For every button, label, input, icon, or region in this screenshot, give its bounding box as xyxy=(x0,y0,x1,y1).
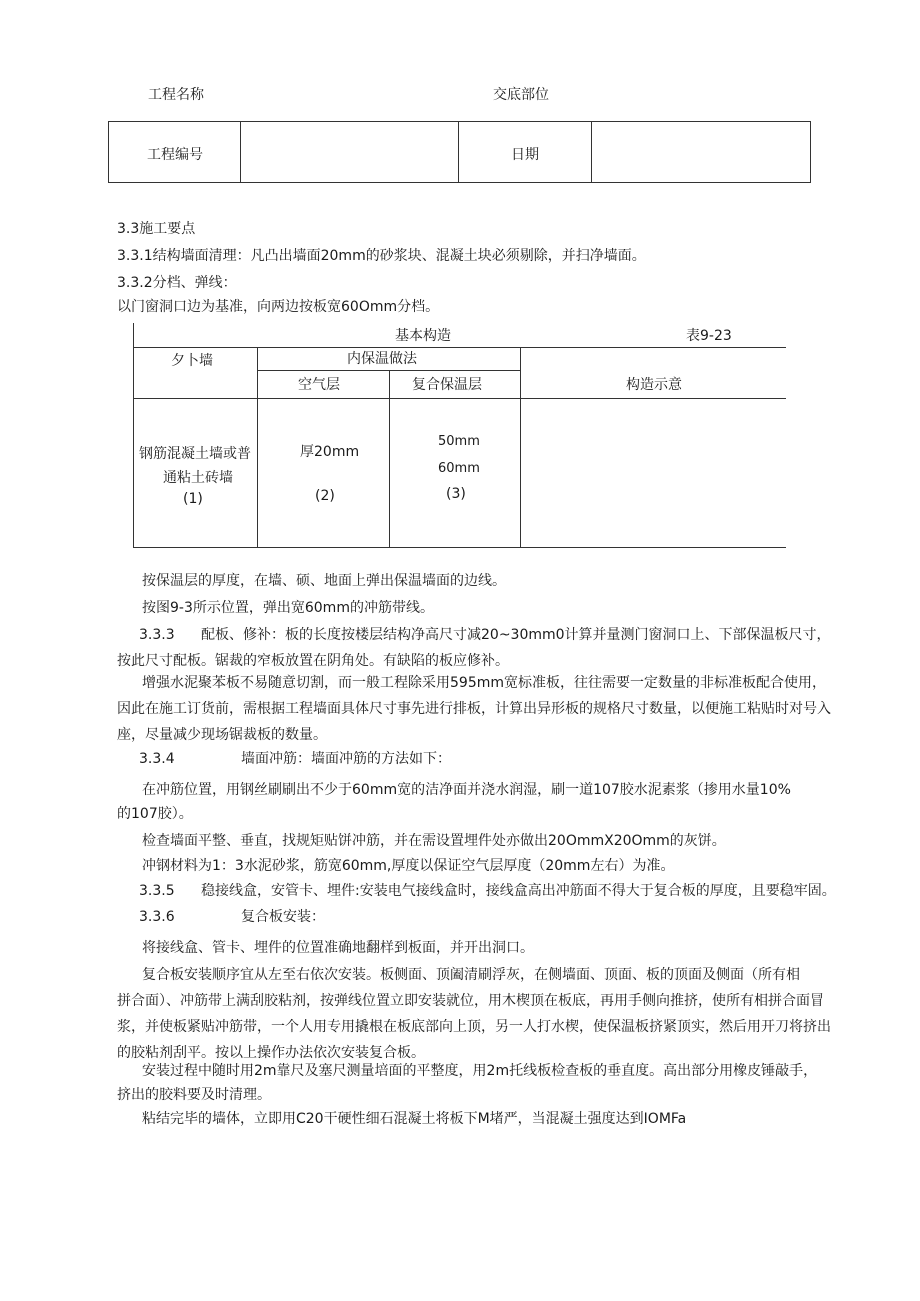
header-table-divider xyxy=(240,122,241,182)
paragraph-rib-method-line-2: 的107胶）。 xyxy=(117,806,193,822)
paragraph-rib-line: 按图9-3所示位置，弹出宽60mm的冲筋带线。 xyxy=(142,600,434,616)
section-3-3-3-number: 3.3.3 xyxy=(139,627,175,643)
row-air-value: 厚20mm xyxy=(300,444,360,460)
table-rule xyxy=(133,547,786,548)
row-wall-number: (1) xyxy=(183,491,203,507)
row-composite-value-1: 50mm xyxy=(438,434,480,449)
header-table-divider xyxy=(591,122,592,182)
section-title: 3.3施工要点 xyxy=(117,221,196,237)
col-inner-header: 内保温做法 xyxy=(347,351,417,367)
table-rule xyxy=(389,370,390,548)
table-title: 基本构造 xyxy=(395,328,451,344)
col-diagram-header: 构造示意 xyxy=(626,377,682,393)
section-3-3-5-number: 3.3.5 xyxy=(139,883,175,899)
date-label: 日期 xyxy=(511,147,539,163)
paragraph-3-3-5: 稳接线盒，安管卡、埋件:安装电气接线盒时，接线盒高出冲筋面不得大于复合板的厚度，且要稳牢固。 xyxy=(201,883,836,899)
handover-location-label: 交底部位 xyxy=(493,87,549,103)
row-composite-number: (3) xyxy=(446,486,466,502)
project-number-label: 工程编号 xyxy=(147,147,203,163)
paragraph-board-line-3: 座，尽量减少现场锯裁板的数量。 xyxy=(117,727,327,743)
paragraph-junction-box: 将接线盒、管卡、埋件的位置准确地翻样到板面，并开出洞口。 xyxy=(142,940,534,956)
project-name-label: 工程名称 xyxy=(148,87,204,103)
paragraph-3-3-6: 复合板安装： xyxy=(241,909,325,925)
table-rule xyxy=(133,323,134,548)
section-3-3-4-number: 3.3.4 xyxy=(139,751,175,767)
paragraph-boundary-line: 按保温层的厚度，在墙、硕、地面上弹出保温墙面的边线。 xyxy=(142,573,506,589)
header-table xyxy=(108,121,811,183)
paragraph-rib-method-line-1: 在冲筋位置，用钢丝刷刷出不少于60mm宽的洁净面并浇水润湿，刷一道107胶水泥素浆（掺用水量10% xyxy=(142,782,791,798)
paragraph-3-3-3-line-2: 按此尺寸配板。锯裁的窄板放置在阴角处。有缺陷的板应修补。 xyxy=(117,653,509,669)
paragraph-install-line-3: 浆，并使板紧贴冲筋带，一个人用专用撬根在板底部向上顶，另一人打水楔，使保温板挤紧顶实，然后用开刀将挤出 xyxy=(117,1019,831,1035)
paragraph-rib-material: 冲钢材料为1：3水泥砂浆，筋宽60mm,厚度以保证空气层厚度（20mm左右）为准。 xyxy=(142,858,675,874)
paragraph-3-3-3-line-1: 配板、修补：板的长度按楼层结构净高尺寸减20~30mm0计算并量测门窗洞口上、下部保温板尺寸， xyxy=(201,627,831,643)
paragraph-install-line-4: 的胶粘剂刮平。按以上操作办法依次安装复合板。 xyxy=(117,1045,425,1061)
section-3-3-6-number: 3.3.6 xyxy=(139,909,175,925)
row-air-number: (2) xyxy=(315,488,335,504)
header-table-divider xyxy=(458,122,459,182)
paragraph-board-line-1: 增强水泥聚苯板不易随意切割，而一般工程除采用595mm宽标准板，往往需要一定数量的非标准板配合使用， xyxy=(142,675,826,691)
row-composite-value-2: 60mm xyxy=(438,461,480,476)
paragraph-check-wall: 检查墙面平整、垂直，找规矩贴饼冲筋，并在需设置埋件处亦做出20OmmX20Omm的灰饼。 xyxy=(142,833,726,849)
paragraph-3-3-4: 墙面冲筋：墙面冲筋的方法如下： xyxy=(241,751,451,767)
paragraph-3-3-1: 3.3.1结构墙面清理：凡凸出墙面20mm的砂浆块、混凝土块必须剔除，并扫净墙面。 xyxy=(117,248,646,264)
construction-table xyxy=(133,317,786,549)
paragraph-install-line-2: 拼合面）、冲筋带上满刮胶粘剂，按弹线位置立即安装就位，用木楔顶在板底，再用手侧向推挤，使所有相拼合面冒 xyxy=(117,993,824,1009)
paragraph-3-3-2-body: 以门窗洞口边为基准，向两边按板宽60Omm分档。 xyxy=(117,299,440,315)
table-rule xyxy=(133,347,786,348)
paragraph-install-line-1: 复合板安装顺序宜从左至右依次安装。板侧面、顶阖清刷浮灰，在侧墙面、顶面、板的顶面及侧面（所有相 xyxy=(142,967,800,983)
row-wall-text-2: 通粘土砖墙 xyxy=(163,470,233,486)
col-wall-header: 夕卜墙 xyxy=(171,353,213,369)
paragraph-flatness-line-1: 安装过程中随时用2m靠尺及塞尺测量培面的平整度，用2m托线板检查板的垂直度。高出部分用橡皮锤敲手， xyxy=(142,1063,818,1079)
col-composite-header: 复合保温层 xyxy=(412,377,482,393)
table-rule xyxy=(520,347,521,548)
table-number: 表9-23 xyxy=(686,328,732,344)
paragraph-board-line-2: 因此在施工订货前，需根据工程墙面具体尺寸事先进行排板，计算出异形板的规格尺寸数量，以便施工粘贴时对号入 xyxy=(117,701,831,717)
paragraph-bond-finish: 粘结完毕的墙体，立即用C20干硬性细石混凝土将板下M堵严，当混凝土强度达到IOMFa xyxy=(142,1111,687,1127)
col-air-header: 空气层 xyxy=(298,377,340,393)
paragraph-3-3-2: 3.3.2分档、弹线： xyxy=(117,275,237,291)
paragraph-flatness-line-2: 挤出的胶料要及时清理。 xyxy=(117,1087,271,1103)
table-rule xyxy=(257,347,258,548)
table-rule xyxy=(133,398,786,399)
row-wall-text-1: 钢筋混凝土墙或普 xyxy=(139,446,251,462)
